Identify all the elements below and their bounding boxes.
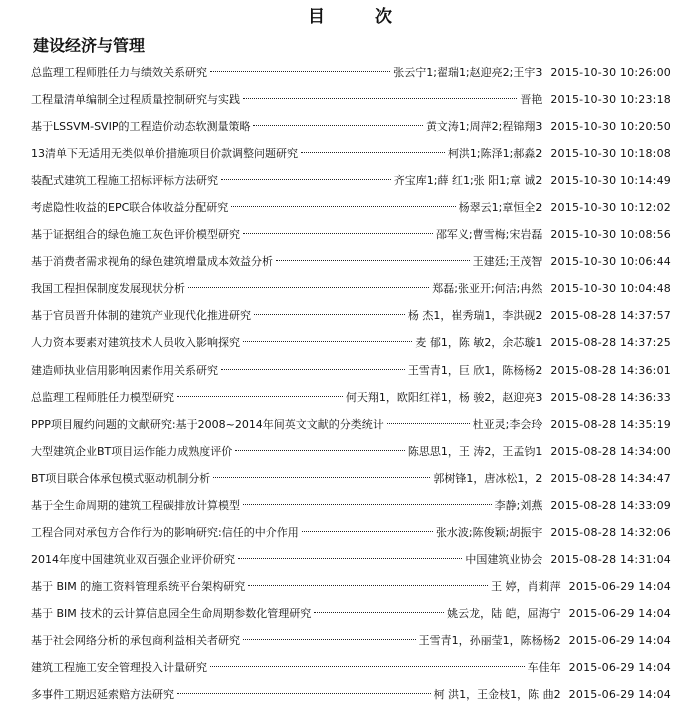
entry-date: 2015-06-29 14:04	[568, 633, 671, 647]
dot-leader	[221, 179, 391, 180]
toc-entry[interactable]	[31, 654, 671, 681]
entry-authors: 柯 洪1，王金枝1，陈 曲2	[433, 688, 561, 702]
entry-date: 2015-10-30 10:23:18	[550, 93, 671, 107]
entry-authors: 杨 杰1，崔秀瑞1，李洪砚2	[407, 309, 543, 323]
entry-date: 2015-10-30 10:18:08	[550, 147, 671, 161]
entry-date: 2015-08-28 14:31:04	[550, 552, 671, 566]
entry-date: 2015-08-28 14:35:19	[550, 417, 671, 431]
dot-leader	[238, 558, 462, 559]
dot-leader	[301, 152, 445, 153]
dot-leader	[210, 71, 390, 72]
dot-leader	[248, 585, 488, 586]
entry-title[interactable]: 总监理工程师胜任力模型研究	[31, 390, 174, 404]
toc-entry[interactable]	[31, 465, 671, 492]
entry-date: 2015-10-30 10:14:49	[550, 174, 671, 188]
entry-authors: 张水波;陈俊颖;胡振宇	[435, 525, 543, 539]
toc-entry[interactable]	[31, 519, 671, 546]
entry-title[interactable]: 人力资本要素对建筑技术人员收入影响探究	[31, 336, 240, 350]
toc-entry[interactable]	[31, 492, 671, 519]
dot-leader	[177, 693, 431, 694]
entry-title[interactable]: 基于社会网络分析的承包商利益相关者研究	[31, 633, 240, 647]
dot-leader	[276, 260, 470, 261]
dot-leader	[243, 233, 433, 234]
toc-entry[interactable]	[31, 600, 671, 627]
entry-date: 2015-10-30 10:08:56	[550, 228, 671, 242]
entry-title[interactable]: 我国工程担保制度发展现状分析	[31, 282, 185, 296]
entry-authors: 王建廷;王茂智	[472, 255, 543, 269]
entry-authors: 姚云龙，陆 皑，屈海宁	[447, 606, 561, 620]
toc-entry[interactable]	[31, 221, 671, 248]
dot-leader	[243, 98, 517, 99]
toc-entry[interactable]	[31, 140, 671, 167]
entry-title[interactable]: 基于 BIM 的施工资料管理系统平台架构研究	[31, 579, 246, 593]
entry-date: 2015-10-30 10:26:00	[550, 66, 671, 79]
entry-date: 2015-08-28 14:34:00	[550, 444, 671, 458]
toc-entry[interactable]	[31, 438, 671, 465]
entry-date: 2015-10-30 10:06:44	[550, 255, 671, 269]
entry-authors: 张云宁1;翟瑞1;赵迎亮2;王宇3	[393, 66, 543, 79]
dot-leader	[231, 206, 455, 207]
entry-date: 2015-10-30 10:04:48	[550, 282, 671, 296]
entry-title[interactable]: 基于证据组合的绿色施工灰色评价模型研究	[31, 228, 240, 242]
entry-title[interactable]: 2014年度中国建筑业双百强企业评价研究	[31, 552, 235, 566]
entry-authors: 王 婷，肖莉萍	[491, 579, 561, 593]
toc-entry[interactable]	[31, 329, 671, 356]
dot-leader	[243, 504, 492, 505]
dot-leader	[387, 423, 470, 424]
dot-leader	[188, 287, 429, 288]
entry-title[interactable]: 工程合同对承包方合作行为的影响研究:信任的中介作用	[31, 525, 299, 539]
entry-date: 2015-08-28 14:32:06	[550, 525, 671, 539]
dot-leader	[221, 369, 405, 370]
dot-leader	[254, 314, 405, 315]
entry-title[interactable]: PPP项目履约问题的文献研究:基于2008~2014年间英文文献的分类统计	[31, 417, 384, 431]
entry-date: 2015-08-28 14:36:33	[550, 390, 671, 404]
toc-entry[interactable]	[31, 86, 671, 113]
entry-authors: 麦 郁1，陈 敏2，余芯璇1	[415, 336, 543, 350]
entry-title[interactable]: BT项目联合体承包模式驱动机制分析	[31, 471, 211, 485]
entry-title[interactable]: 大型建筑企业BT项目运作能力成熟度评价	[31, 444, 233, 458]
dot-leader	[302, 531, 433, 532]
entry-date: 2015-10-30 10:20:50	[550, 120, 671, 134]
entry-authors: 黄文涛1;周萍2;程锦翔3	[425, 120, 543, 134]
toc-title: 目 次	[308, 7, 414, 27]
entry-authors: 邵军义;曹雪梅;宋岩磊	[435, 228, 543, 242]
toc-entry[interactable]	[31, 248, 671, 275]
toc-entry[interactable]	[31, 59, 671, 86]
entry-title[interactable]: 基于 BIM 技术的云计算信息园全生命周期参数化管理研究	[31, 606, 312, 620]
entry-date: 2015-08-28 14:37:25	[550, 336, 671, 350]
toc-entry[interactable]	[31, 546, 671, 573]
entry-title[interactable]: 多事件工期迟延索赔方法研究	[31, 688, 174, 702]
dot-leader	[253, 125, 422, 126]
entry-date: 2015-06-29 14:04	[568, 579, 671, 593]
toc-entry[interactable]	[31, 167, 671, 194]
entry-authors: 王雪青1，巨 欣1，陈杨杨2	[407, 363, 543, 377]
dot-leader	[210, 666, 525, 667]
entry-title[interactable]: 基于消费者需求视角的绿色建筑增量成本效益分析	[31, 255, 273, 269]
toc-entry[interactable]	[31, 275, 671, 302]
entry-authors: 何天翔1，欧阳红祥1，杨 骏2，赵迎亮3	[345, 390, 543, 404]
entry-date: 2015-08-28 14:37:57	[550, 309, 671, 323]
entry-date: 2015-06-29 14:04	[568, 688, 671, 702]
toc-entry[interactable]	[31, 194, 671, 221]
entry-title[interactable]: 基于LSSVM-SVIP的工程造价动态软测量策略	[31, 120, 251, 134]
entry-title[interactable]: 总监理工程师胜任力与绩效关系研究	[31, 66, 207, 79]
entry-authors: 中国建筑业协会	[465, 552, 543, 566]
dot-leader	[213, 477, 430, 478]
entry-authors: 晋艳	[520, 93, 543, 107]
dot-leader	[235, 450, 405, 451]
dot-leader	[177, 396, 343, 397]
entry-title[interactable]: 13清单下无适用无类似单价措施项目价款调整问题研究	[31, 147, 298, 161]
entry-authors: 郭树锋1，唐冰松1，2	[433, 471, 543, 485]
entry-authors: 郑磊;张亚开;何洁;冉然	[432, 282, 543, 296]
entry-date: 2015-06-29 14:04	[568, 661, 671, 675]
entry-title[interactable]: 基于官员晋升体制的建筑产业现代化推进研究	[31, 309, 251, 323]
dot-leader	[243, 341, 412, 342]
entry-title[interactable]: 建筑工程施工安全管理投入计量研究	[31, 661, 207, 675]
toc-entry[interactable]	[31, 113, 671, 140]
entry-date: 2015-08-28 14:34:47	[550, 471, 671, 485]
entry-authors: 杜亚灵;李会玲	[472, 417, 543, 431]
dot-leader	[243, 639, 416, 640]
toc-entry[interactable]	[31, 573, 671, 600]
section-heading: 建设经济与管理	[33, 36, 146, 55]
entry-authors: 陈思思1，王 涛2，王孟钧1	[407, 444, 543, 458]
entry-authors: 王雪青1，孙丽莹1，陈杨杨2	[418, 633, 561, 647]
entry-date: 2015-08-28 14:33:09	[550, 498, 671, 512]
entry-title[interactable]: 装配式建筑工程施工招标评标方法研究	[31, 174, 218, 188]
entry-title[interactable]: 考虑隐性收益的EPC联合体收益分配研究	[31, 201, 229, 215]
entry-authors: 齐宝库1;薛 红1;张 阳1;章 诚2	[393, 174, 543, 188]
toc-entry[interactable]	[31, 627, 671, 654]
toc-entry[interactable]	[31, 357, 671, 384]
toc-entry[interactable]	[31, 384, 671, 411]
dot-leader	[314, 612, 444, 613]
entry-date: 2015-06-29 14:04	[568, 606, 671, 620]
entry-date: 2015-08-28 14:36:01	[550, 363, 671, 377]
entry-authors: 李静;刘燕	[494, 498, 543, 512]
toc-entry[interactable]	[31, 681, 671, 708]
entry-date: 2015-10-30 10:12:02	[550, 201, 671, 215]
entry-authors: 杨翠云1;章恒全2	[458, 201, 543, 215]
toc-entry-list	[31, 59, 671, 708]
entry-title[interactable]: 基于全生命周期的建筑工程碳排放计算模型	[31, 498, 240, 512]
toc-entry[interactable]	[31, 411, 671, 438]
entry-authors: 柯洪1;陈泽1;郝淼2	[447, 147, 543, 161]
entry-title[interactable]: 工程量清单编制全过程质量控制研究与实践	[31, 93, 240, 107]
entry-authors: 车佳年	[527, 661, 561, 675]
entry-title[interactable]: 建造师执业信用影响因素作用关系研究	[31, 363, 218, 377]
toc-entry[interactable]	[31, 302, 671, 329]
